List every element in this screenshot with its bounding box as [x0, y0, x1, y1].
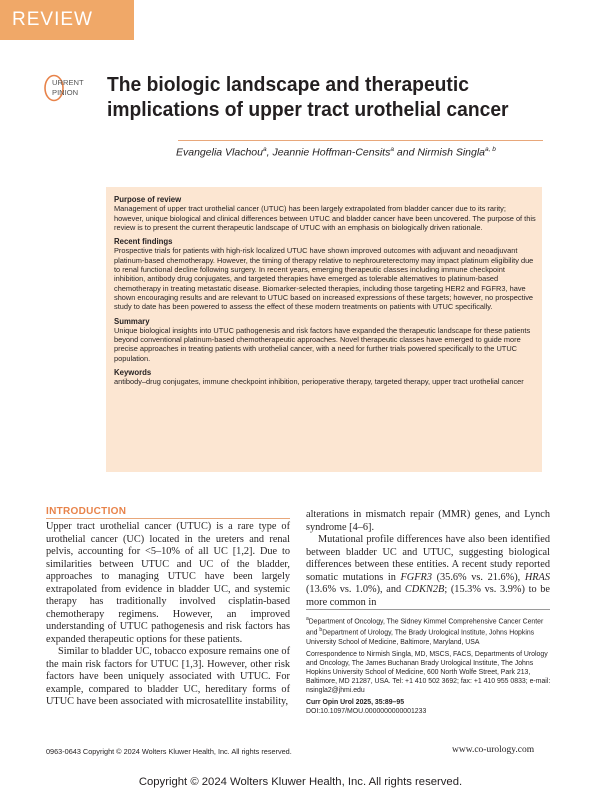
section-tab-label: REVIEW — [12, 9, 93, 30]
author-affiliation-sup: a, b — [485, 146, 496, 153]
text-span: ; (15.3% vs. 3.9%) to be more common in — [306, 584, 551, 608]
intro-paragraph-4 — [306, 534, 550, 609]
abstract-summary-text: Unique biological insights into UTUC pathogenesis and risk factors have expanded the therapeutic landscape for these patients beyond conventional platinum-based chemotherapeutic approaches. Novel therapeutic classes have emerged to guide more precise approaches in treating patients with urothelial cancer, with a need for further trials powered specifically to the UTUC population. — [114, 325, 531, 363]
doi: DOI:10.1097/MOU.0000000000001233 — [306, 707, 427, 715]
affiliations-block — [306, 615, 556, 719]
footer-website: www.co-urology.com — [452, 745, 535, 755]
logo-line2: PINION — [52, 88, 79, 97]
abstract-keywords-text: antibody–drug conjugates, immune checkpoint inhibition, perioperative therapy, targeted therapy, upper tract urothelial cancer — [114, 377, 524, 387]
affiliation-sup: b — [319, 627, 323, 634]
current-opinion-logo — [44, 73, 96, 103]
right-column — [306, 509, 550, 609]
article-title-line2: implications of upper tract urothelial cancer — [107, 98, 509, 121]
author-name: Jeannie Hoffman-Censits — [272, 146, 391, 159]
gene-name: HRAS — [524, 571, 550, 583]
article-title-line1: The biologic landscape and therapeutic — [107, 73, 469, 96]
intro-paragraph-1: Upper tract urothelial cancer (UTUC) is a rare type of urothelial cancer (UC) located in the ureters and renal pelvis, accounting for <5–10% of all UC [1,2]. Due to similarities between UTUC and UC of the bladder, approaches to managing UTUC have been largely extrapolated from evidence in bladder UC, and systemic therapy has traditionally involved cisplatin-based chemotherapy regimens. However, an improved understanding of UTUC pathogenesis and risk factors has expanded therapeutic options for these patients. — [46, 521, 290, 645]
logo-line1: URRENT — [52, 78, 84, 87]
affiliation-dept-a: Department of Oncology, The Sidney Kimmel Comprehensive Cancer Center and — [306, 618, 544, 637]
left-column — [46, 521, 290, 709]
gene-name: FGFR3 — [400, 571, 432, 583]
affiliation-dept-b: Department of Urology, The Brady Urological Institute, Johns Hopkins University School of Medicine, Baltimore, Maryland, USA — [306, 629, 535, 646]
abstract-purpose-heading: Purpose of review — [114, 195, 182, 204]
abstract-findings-text: Prospective trials for patients with high-risk localized UTUC have shown improved outcomes with adjuvant and neoadjuvant platinum-based chemotherapy. However, the timing of therapy relative to nephroureterectomy may impact platinum eligibility due to renal functional decline following surgery. In recent years, emerging therapeutic classes including immune checkpoint inhibition, antibody drug conjugates, and targeted therapies have emerged as tolerable alternatives to platinum-based chemotherapy in treating metastatic disease. Biomarker-selected therapies, including those targeting HER2 and FGFR3, have shown encouraging results and are relevant to UTUC based on increased expressions of these targets; however, no prospective study to date has been powered to assess the effect of these modern treatments on patients with UTUC specifically. — [114, 246, 534, 312]
text-span: (35.6% vs. 21.6%), — [431, 571, 525, 583]
gene-name: CDKN2B — [404, 584, 445, 595]
correspondence: Correspondence to Nirmish Singla, MD, MSCS, FACS, Departments of Urology and Oncology, The James Buchanan Brady Urological Institute, The Johns Hopkins University School of Medicine, 600 North Wolfe Street, Park 213, Baltimore, MD 21287, USA. Tel: +1 410 502 3692; fax: +1 410 955 0833; e-mail: nsingla2@jhmi.edu — [306, 650, 551, 694]
affiliation-departments — [306, 615, 556, 647]
affiliation-sup: a — [306, 616, 309, 622]
intro-paragraph-3: alterations in mismatch repair (MMR) genes, and Lynch syndrome [4–6]. — [306, 509, 550, 533]
title-divider — [178, 140, 543, 141]
section-tab — [0, 0, 134, 40]
abstract-summary-heading: Summary — [114, 316, 150, 326]
affiliation-divider — [306, 609, 550, 610]
author-affiliation-sup: a — [390, 146, 394, 153]
author-affiliation-sup: a — [262, 146, 267, 153]
abstract-box — [106, 187, 542, 472]
article-title — [107, 72, 539, 122]
abstract-purpose-text: Management of upper tract urothelial cancer (UTUC) has been largely extrapolated from bladder cancer due to its rarity; however, unique biological and clinical differences between UTUC and bladder cancer have been uncovered. The purpose of this review is to present the current therapeutic landscape of UTUC with an emphasis on biologically driven rationale. — [114, 204, 536, 232]
footer-copyright: 0963-0643 Copyright © 2024 Wolters Kluwer Health, Inc. All rights reserved. — [46, 747, 292, 756]
introduction-heading: INTRODUCTION — [46, 506, 127, 517]
introduction-divider — [46, 518, 290, 519]
text-span: (13.6% vs. 1.0%), and — [306, 584, 405, 595]
abstract-findings-heading: Recent findings — [114, 237, 173, 247]
author-name: Evangelia Vlachou — [176, 146, 263, 159]
text-span: Mutational profile differences have also been identified between bladder UC and UTUC, suggesting biological differences between these entities. A recent study reported somatic mutations in — [306, 534, 550, 583]
journal-reference: Curr Opin Urol 2025, 35:89–95 — [306, 698, 405, 706]
copyright-bar — [0, 768, 601, 796]
intro-paragraph-2: Similar to bladder UC, tobacco exposure remains one of the main risk factors for UTUC [1,3]. However, other risk factors have been uniquely associated with UTUC. For example, compared to bladder UC, hereditary forms of UTUC have been associated with microsatellite instability, — [46, 646, 290, 707]
current-opinion-logo-icon — [44, 73, 96, 103]
author-name: Nirmish Singla — [417, 146, 486, 159]
copyright-notice: Copyright © 2024 Wolters Kluwer Health, Inc. All rights reserved. — [138, 776, 463, 788]
abstract-keywords-heading: Keywords — [114, 368, 152, 378]
author-list: Evangelia Vlachou$^a$, Jeannie Hoffman-Censits$^a$ and Nirmish Singla$^{a, b}$ — [176, 146, 496, 159]
